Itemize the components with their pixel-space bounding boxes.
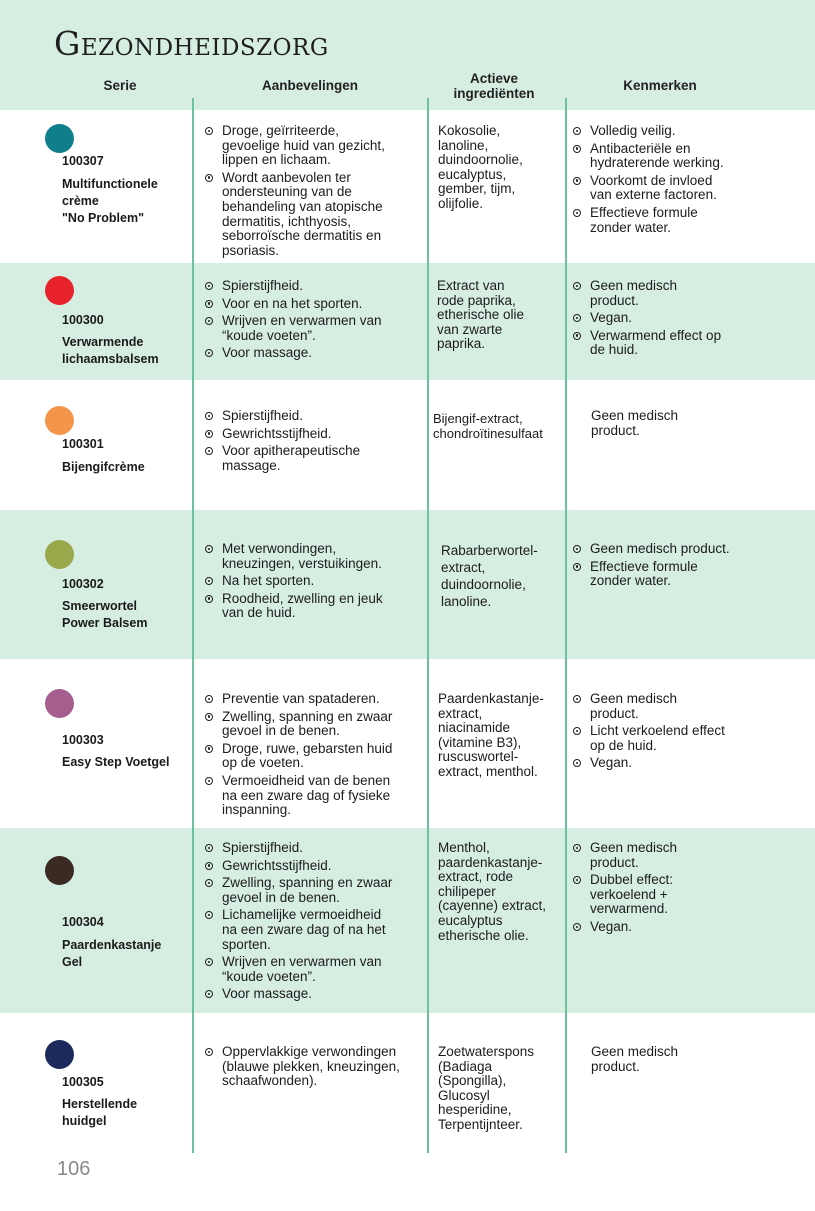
list-item: Droge, geïrriteerde, gevoelige huid van gezicht, lippen en lichaam.: [204, 124, 424, 168]
list-item: Vegan.: [572, 920, 812, 935]
product-name: Easy Step Voetgel: [62, 755, 170, 769]
list-item: Verwarmend effect op de huid.: [572, 329, 812, 358]
list-item: Gewrichtsstijfheid.: [204, 859, 424, 874]
recommendations-cell: [204, 1045, 426, 1092]
recommendations-cell: [204, 409, 424, 476]
page-number: 106: [57, 1158, 91, 1180]
product-color-dot: [45, 689, 74, 718]
product-name: Verwarmende lichaamsbalsem: [62, 335, 159, 366]
list-item: Effectieve formule zonder water.: [572, 206, 812, 235]
list-item: Geen medisch product.: [572, 692, 812, 721]
list-item: Gewrichtsstijfheid.: [204, 427, 424, 442]
product-color-dot: [45, 856, 74, 885]
list-item: Geen medisch product.: [572, 279, 812, 308]
features-cell: [572, 692, 812, 774]
ingredients-cell: Extract van rode paprika, etherische olie van zwarte paprika.: [437, 278, 525, 352]
recommendations-cell: [204, 279, 424, 364]
list-item: Wordt aanbevolen ter ondersteuning van de behandeling van atopische dermatitis, ichthyosis, seborroïsche dermatitis en psoriasis.: [204, 171, 424, 259]
product-name: Paardenkastanje Gel: [62, 938, 162, 969]
product-code: 100303: [62, 733, 104, 747]
column-header-kenmerken: Kenmerken: [623, 78, 697, 93]
list-item: Voor massage.: [204, 987, 424, 1002]
list-item: Met verwondingen, kneuzingen, verstuikingen.: [204, 542, 424, 571]
list-item: Vegan.: [572, 756, 812, 771]
ingredients-cell: Menthol, paardenkastanje- extract, rode chilipeper (cayenne) extract, eucalyptus etherische olie.: [438, 840, 547, 943]
recommendations-cell: [204, 692, 424, 821]
product-code: 100300: [62, 313, 104, 327]
column-divider: [192, 98, 194, 1153]
features-cell: [572, 841, 812, 938]
ingredients-cell: Rabarberwortel- extract, duindoornolie, lanoline.: [441, 543, 538, 609]
list-item: Dubbel effect: verkoelend + verwarmend.: [572, 873, 812, 917]
product-code: 100304: [62, 915, 104, 929]
recommendations-cell: [204, 542, 424, 624]
list-item: Effectieve formule zonder water.: [572, 560, 812, 589]
product-code: 100305: [62, 1075, 104, 1089]
product-name: Smeerwortel Power Balsem: [62, 599, 148, 630]
list-item: Vegan.: [572, 311, 812, 326]
product-color-dot: [45, 124, 74, 153]
list-item: Geen medisch product.: [572, 841, 812, 870]
list-item: Voor apitherapeutische massage.: [204, 444, 424, 473]
list-item: Voor massage.: [204, 346, 424, 361]
ingredients-cell: Kokosolie, lanoline, duindoornolie, eucalyptus, gember, tijm, olijfolie.: [438, 123, 523, 211]
list-item: Zwelling, spanning en zwaar gevoel in de benen.: [204, 876, 424, 905]
product-code: 100307: [62, 154, 104, 168]
column-divider: [427, 98, 429, 1153]
column-header-aanbevelingen: Aanbevelingen: [261, 78, 359, 93]
list-item: Preventie van spataderen.: [204, 692, 424, 707]
product-color-dot: [45, 1040, 74, 1069]
product-name: Bijengifcrème: [62, 460, 145, 474]
page-title: Gezondheidszorg: [54, 24, 329, 63]
list-item: Spierstijfheid.: [204, 279, 424, 294]
product-color-dot: [45, 276, 74, 305]
list-item: Licht verkoelend effect op de huid.: [572, 724, 812, 753]
list-item: Voorkomt de invloed van externe factoren.: [572, 174, 812, 203]
list-item: Vermoeidheid van de benen na een zware dag of fysieke inspanning.: [204, 774, 424, 818]
list-item: Volledig veilig.: [572, 124, 812, 139]
features-cell: [572, 279, 812, 361]
list-item: Voor en na het sporten.: [204, 297, 424, 312]
column-header-serie: Serie: [103, 78, 137, 93]
ingredients-cell: Bijengif-extract, chondroïtinesulfaat: [433, 411, 543, 441]
recommendations-cell: [204, 841, 424, 1005]
features-cell: [572, 542, 812, 592]
column-divider: [565, 98, 567, 1153]
list-item: Oppervlakkige verwondingen (blauwe plekken, kneuzingen, schaafwonden).: [204, 1045, 426, 1089]
column-header-actieve-ingredienten: Actieve ingrediënten: [453, 71, 535, 101]
ingredients-cell: Zoetwaterspons (Badiaga (Spongilla), Glucosyl hesperidine, Terpentijnteer.: [438, 1044, 535, 1132]
product-name: Multifunctionele crème "No Problem": [62, 177, 158, 225]
list-item: Droge, ruwe, gebarsten huid op de voeten.: [204, 742, 424, 771]
product-code: 100301: [62, 437, 104, 451]
features-cell: Geen medisch product.: [591, 408, 679, 438]
features-cell: Geen medisch product.: [591, 1044, 679, 1074]
product-code: 100302: [62, 577, 104, 591]
list-item: Wrijven en verwarmen van “koude voeten”.: [204, 955, 424, 984]
list-item: Lichamelijke vermoeidheid na een zware dag of na het sporten.: [204, 908, 424, 952]
list-item: Spierstijfheid.: [204, 409, 424, 424]
list-item: Wrijven en verwarmen van “koude voeten”.: [204, 314, 424, 343]
product-color-dot: [45, 540, 74, 569]
list-item: Geen medisch product.: [572, 542, 812, 557]
list-item: Antibacteriële en hydraterende werking.: [572, 142, 812, 171]
list-item: Zwelling, spanning en zwaar gevoel in de benen.: [204, 710, 424, 739]
recommendations-cell: [204, 124, 424, 261]
features-cell: [572, 124, 812, 238]
list-item: Na het sporten.: [204, 574, 424, 589]
list-item: Roodheid, zwelling en jeuk van de huid.: [204, 592, 424, 621]
product-color-dot: [45, 406, 74, 435]
ingredients-cell: Paardenkastanje- extract, niacinamide (vitamine B3), ruscuswortel- extract, menthol.: [438, 691, 544, 779]
product-name: Herstellende huidgel: [62, 1097, 138, 1128]
list-item: Spierstijfheid.: [204, 841, 424, 856]
